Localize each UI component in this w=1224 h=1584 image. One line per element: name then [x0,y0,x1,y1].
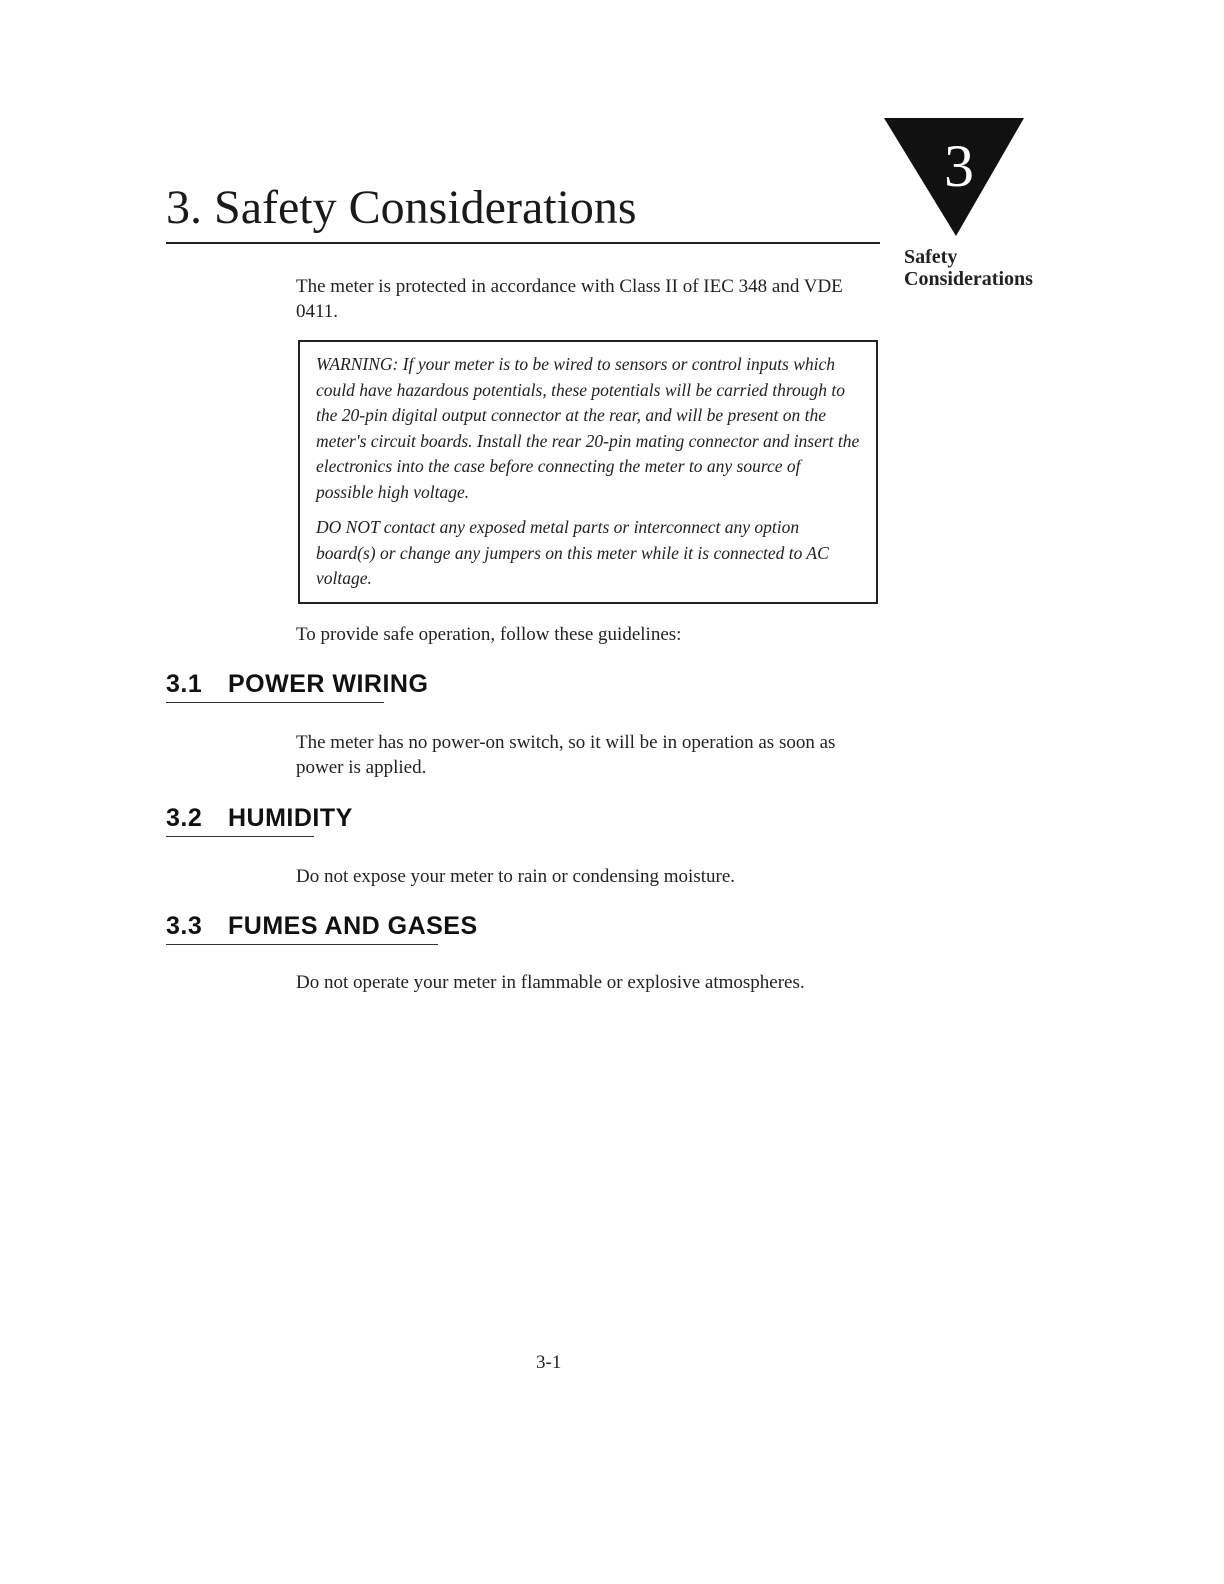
warning-box [298,340,878,604]
intro-paragraph: The meter is protected in accordance with Class II of IEC 348 and VDE 0411. [296,276,843,322]
section-title: HUMIDITY [228,804,353,832]
page-title: 3. Safety Considerations [166,181,637,234]
section-number: 3.2 [166,804,203,832]
side-label-line2: Considerations [904,268,1033,290]
section-heading [166,912,478,940]
section-rule [166,702,384,703]
section-title: POWER WIRING [228,670,429,698]
section-body: The meter has no power-on switch, so it will be in operation as soon as power is applied. [296,732,836,778]
guidelines-intro: To provide safe operation, follow these guidelines: [296,624,682,645]
section-title: FUMES AND GASES [228,912,478,940]
section-heading [166,670,428,698]
chapter-tab [884,118,1024,236]
section-heading [166,804,353,832]
section-rule [166,836,314,837]
warning-paragraph: WARNING: If your meter is to be wired to sensors or control inputs which could have hazardous potentials, these potentials will be carried through to the 20-pin digital output connector at the rear, and will be present on the meter's circuit boards. Install the rear 20-pin mating connector and insert the electronics into the case before connecting the meter to any source of possible high voltage. [316,354,860,502]
side-label-line1: Safety [904,246,958,268]
chapter-number: 3 [944,133,974,199]
page-number: 3-1 [536,1352,562,1373]
section-number: 3.1 [166,670,203,698]
section-body: Do not expose your meter to rain or condensing moisture. [296,866,736,887]
section-rule [166,944,438,945]
section-body: Do not operate your meter in flammable or explosive atmospheres. [296,972,805,993]
title-rule [166,242,880,244]
chapter-side-label [904,246,1033,290]
section-number: 3.3 [166,912,203,940]
warning-paragraph: DO NOT contact any exposed metal parts or interconnect any option board(s) or change any jumpers on this meter while it is connected to AC voltage. [316,517,829,588]
